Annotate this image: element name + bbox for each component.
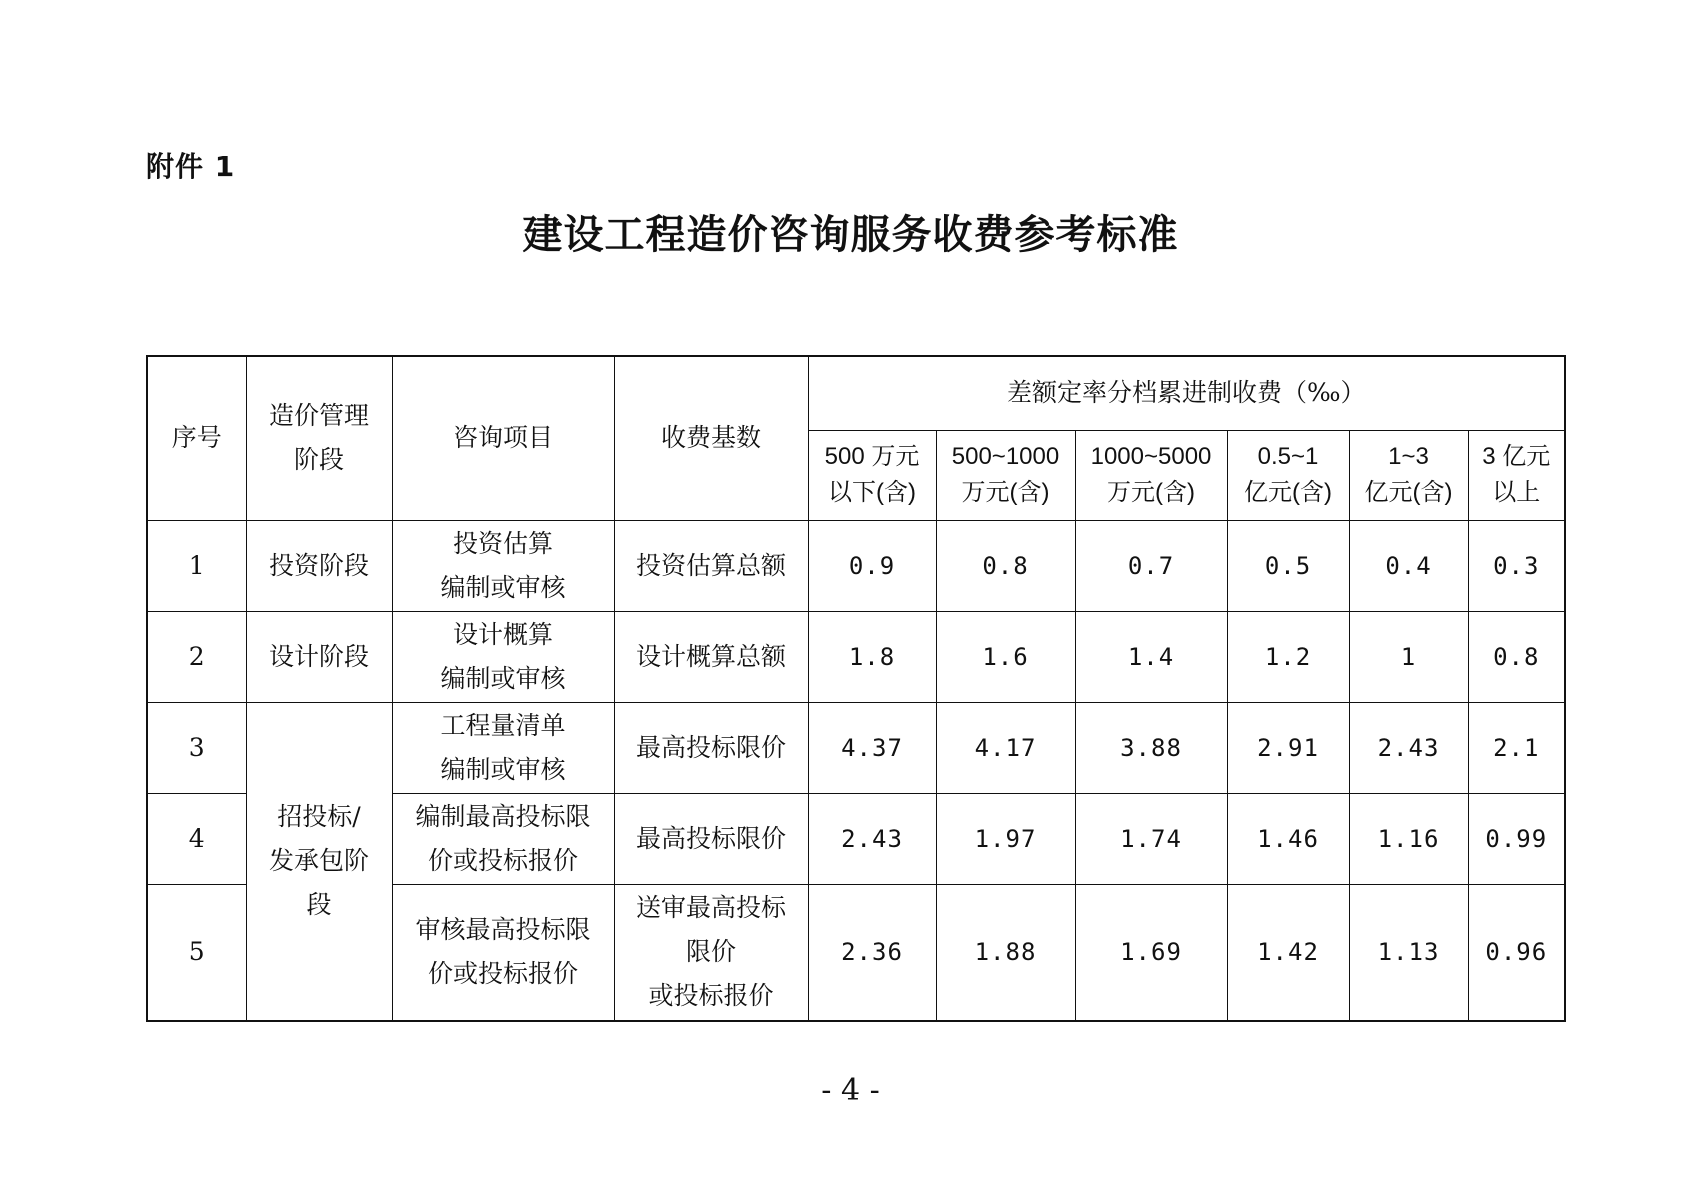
- attachment-label: 附件 1: [146, 150, 236, 183]
- header-tier-line2: 以上: [1492, 479, 1541, 506]
- row-value: 2.36: [808, 884, 936, 1021]
- row-item: [392, 884, 614, 1021]
- row-value: 1.8: [808, 611, 936, 702]
- row-value: 1.16: [1349, 793, 1468, 884]
- merged-stage-line2: 发承包阶: [268, 846, 369, 876]
- row-base: 投资估算总额: [614, 520, 808, 611]
- row-value: 1.2: [1227, 611, 1349, 702]
- row-value: 0.7: [1075, 520, 1227, 611]
- row-value: 0.99: [1468, 793, 1565, 884]
- header-stage: [246, 356, 392, 520]
- header-tier-line2: 万元(含): [961, 479, 1050, 506]
- row-value: 1.46: [1227, 793, 1349, 884]
- row-value: 2.43: [808, 793, 936, 884]
- row-value: 1.13: [1349, 884, 1468, 1021]
- header-stage-line1: 造价管理: [268, 401, 369, 431]
- row-item: [392, 611, 614, 702]
- header-tier: [1468, 430, 1565, 520]
- header-tier-line1: 1~3: [1388, 443, 1429, 470]
- row-value: 2.91: [1227, 702, 1349, 793]
- row-value: 1.69: [1075, 884, 1227, 1021]
- row-value: 2.43: [1349, 702, 1468, 793]
- header-tier-line2: 万元(含): [1107, 479, 1195, 506]
- row-value: 0.8: [1468, 611, 1565, 702]
- row-value: 1.6: [936, 611, 1075, 702]
- row-value: 1.74: [1075, 793, 1227, 884]
- row-item-line1: 审核最高投标限: [415, 915, 591, 945]
- row-item-line1: 投资估算: [452, 528, 553, 558]
- header-tier: [1227, 430, 1349, 520]
- table-row: [147, 611, 1565, 702]
- row-value: 4.17: [936, 702, 1075, 793]
- table-header-row: [147, 356, 1565, 430]
- header-seq: 序号: [147, 356, 246, 520]
- row-value: 3.88: [1075, 702, 1227, 793]
- row-item-line1: 设计概算: [452, 619, 553, 649]
- header-tier: [936, 430, 1075, 520]
- row-item-line2: 编制或审核: [440, 572, 566, 602]
- row-base: [614, 884, 808, 1021]
- row-base: 最高投标限价: [614, 793, 808, 884]
- row-value: 0.96: [1468, 884, 1565, 1021]
- row-stage-merged: [246, 702, 392, 1021]
- row-item-line2: 编制或审核: [440, 663, 566, 693]
- row-base-line3: 或投标报价: [648, 981, 774, 1011]
- page-number: - 4 -: [821, 1073, 880, 1108]
- row-value: 1.4: [1075, 611, 1227, 702]
- header-tier-line1: 500 万元: [824, 443, 920, 470]
- header-tier-line2: 亿元(含): [1364, 479, 1453, 506]
- row-value: 0.5: [1227, 520, 1349, 611]
- header-tier-line1: 500~1000: [951, 443, 1060, 470]
- row-item: [392, 520, 614, 611]
- row-seq: 5: [147, 884, 246, 1021]
- header-tier-line1: 1000~5000: [1090, 443, 1212, 470]
- row-base: 最高投标限价: [614, 702, 808, 793]
- header-tier: [1075, 430, 1227, 520]
- row-value: 2.1: [1468, 702, 1565, 793]
- merged-stage-line1: 招投标/: [277, 802, 361, 832]
- header-tier: [1349, 430, 1468, 520]
- header-tier-line2: 亿元(含): [1244, 479, 1332, 506]
- header-stage-line2: 阶段: [293, 445, 344, 475]
- row-value: 0.8: [936, 520, 1075, 611]
- row-value: 1: [1349, 611, 1468, 702]
- row-value: 1.97: [936, 793, 1075, 884]
- row-base-line2: 限价: [685, 937, 736, 967]
- header-tier-line1: 3 亿元: [1482, 443, 1551, 470]
- row-item: [392, 702, 614, 793]
- row-value: 4.37: [808, 702, 936, 793]
- row-base-line1: 送审最高投标: [635, 893, 786, 923]
- table-row: [147, 702, 1565, 793]
- row-item-line2: 价或投标报价: [427, 959, 578, 989]
- row-stage: 设计阶段: [246, 611, 392, 702]
- row-value: 1.88: [936, 884, 1075, 1021]
- row-value: 1.42: [1227, 884, 1349, 1021]
- header-base: 收费基数: [614, 356, 808, 520]
- row-seq: 4: [147, 793, 246, 884]
- row-seq: 2: [147, 611, 246, 702]
- row-stage: 投资阶段: [246, 520, 392, 611]
- table-row: [147, 520, 1565, 611]
- document-title: 建设工程造价咨询服务收费参考标准: [522, 211, 1179, 258]
- row-item-line2: 价或投标报价: [427, 845, 578, 875]
- header-item: 咨询项目: [392, 356, 614, 520]
- header-tier: [808, 430, 936, 520]
- row-item: [392, 793, 614, 884]
- row-value: 0.3: [1468, 520, 1565, 611]
- row-item-line1: 工程量清单: [440, 710, 566, 740]
- header-tier-line1: 0.5~1: [1257, 443, 1319, 470]
- header-fee-group: 差额定率分档累进制收费（‰）: [808, 356, 1565, 430]
- row-value: 0.4: [1349, 520, 1468, 611]
- row-base: 设计概算总额: [614, 611, 808, 702]
- row-seq: 1: [147, 520, 246, 611]
- row-item-line2: 编制或审核: [440, 754, 566, 784]
- header-tier-line2: 以下(含): [828, 479, 916, 506]
- merged-stage-line3: 段: [306, 890, 332, 920]
- row-value: 0.9: [808, 520, 936, 611]
- row-seq: 3: [147, 702, 246, 793]
- row-item-line1: 编制最高投标限: [415, 801, 591, 831]
- fee-standard-table: [146, 355, 1566, 1022]
